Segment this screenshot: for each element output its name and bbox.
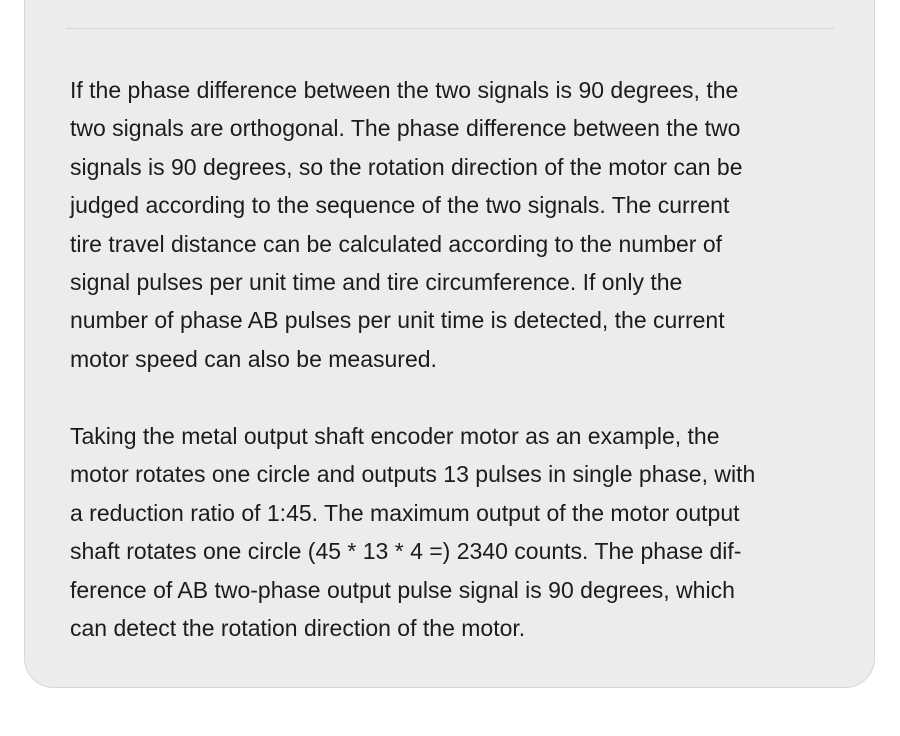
- paragraph-encoder-example: Taking the metal output shaft encoder motor as an example, the motor rotates one circle and outputs 13 pulses in single phase, with a reduction ratio of 1:45. The maximum output of the motor output shaft rotates one circle (45 * 13 * 4 =) 2340 counts. The phase dif- ference of AB two-phase output pulse signal is 90 degrees, which can detect the rotation direction of the motor.: [70, 423, 756, 642]
- paragraph-phase-difference: If the phase difference between the two signals is 90 degrees, the two signals are orthogonal. The phase difference between the two signals is 90 degrees, so the rotation direction of the motor can be judged according to the sequence of the two signals. The current tire travel distance can be calculated according to the number of signal pulses per unit time and tire circumference. If only the number of phase AB pulses per unit time is detected, the current motor speed can also be measured.: [70, 77, 743, 372]
- top-divider: [66, 28, 834, 29]
